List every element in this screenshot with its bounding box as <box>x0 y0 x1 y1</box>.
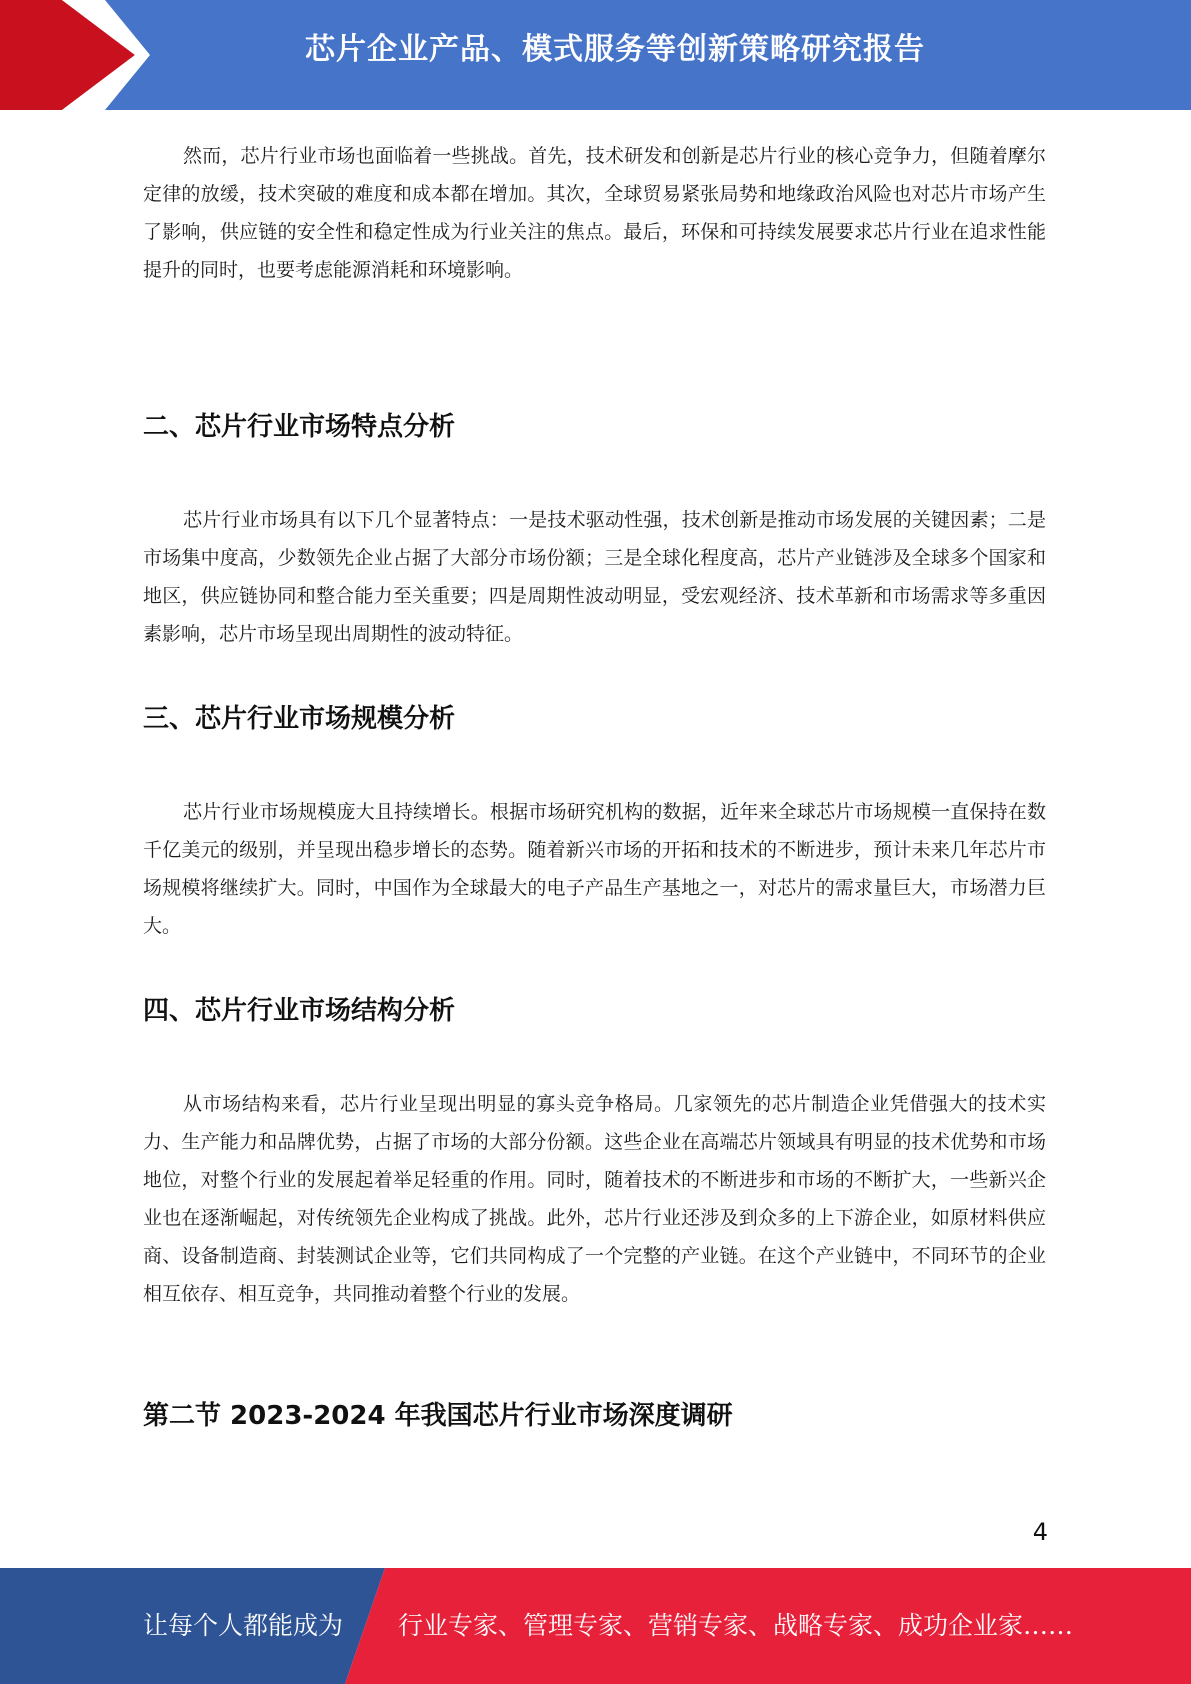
section-paragraph-features: 芯片行业市场具有以下几个显著特点：一是技术驱动性强，技术创新是推动市场发展的关键因素；二是市场集中度高，少数领先企业占据了大部分市场份额；三是全球化程度高，芯片产业链涉及全球多个国家和地区，供应链协同和整合能力至关重要；四是周期性波动明显，受宏观经济、技术革新和市场需求等多重因素影响，芯片市场呈现出周期性的波动特征。 <box>143 509 1046 645</box>
footer-banner <box>0 1568 1191 1684</box>
header-arrow-decoration <box>0 0 160 110</box>
section-heading-scale: 三、芯片行业市场规模分析 <box>143 704 456 734</box>
header-banner <box>0 0 1191 110</box>
chapter-section-title: 第二节 2023-2024 年我国芯片行业市场深度调研 <box>143 1401 733 1431</box>
section-heading-structure: 四、芯片行业市场结构分析 <box>143 996 456 1026</box>
footer-slogan-right: 行业专家、管理专家、营销专家、战略专家、成功企业家…… <box>398 1611 1074 1640</box>
intro-paragraph: 然而，芯片行业市场也面临着一些挑战。首先，技术研发和创新是芯片行业的核心竞争力，但随着摩尔定律的放缓，技术突破的难度和成本都在增加。其次，全球贸易紧张局势和地缘政治风险也对芯片市场产生了影响，供应链的安全性和稳定性成为行业关注的焦点。最后，环保和可持续发展要求芯片行业在追求性能提升的同时，也要考虑能源消耗和环境影响。 <box>143 145 1046 281</box>
section-paragraph-scale: 芯片行业市场规模庞大且持续增长。根据市场研究机构的数据，近年来全球芯片市场规模一直保持在数千亿美元的级别，并呈现出稳步增长的态势。随着新兴市场的开拓和技术的不断进步，预计未来几年芯片市场规模将继续扩大。同时，中国作为全球最大的电子产品生产基地之一，对芯片的需求量巨大，市场潜力巨大。 <box>143 801 1046 937</box>
section-paragraph-structure: 从市场结构来看，芯片行业呈现出明显的寡头竞争格局。几家领先的芯片制造企业凭借强大的技术实力、生产能力和品牌优势，占据了市场的大部分份额。这些企业在高端芯片领域具有明显的技术优势和市场地位，对整个行业的发展起着举足轻重的作用。同时，随着技术的不断进步和市场的不断扩大，一些新兴企业也在逐渐崛起，对传统领先企业构成了挑战。此外，芯片行业还涉及到众多的上下游企业，如原材料供应商、设备制造商、封装测试企业等，它们共同构成了一个完整的产业链。在这个产业链中，不同环节的企业相互依存、相互竞争，共同推动着整个行业的发展。 <box>143 1093 1046 1305</box>
footer-slogan-left: 让每个人都能成为 <box>143 1611 344 1640</box>
section-heading-features: 二、芯片行业市场特点分析 <box>143 412 456 442</box>
page-number: 4 <box>1032 1518 1048 1546</box>
report-title: 芯片企业产品、模式服务等创新策略研究报告 <box>305 32 925 67</box>
